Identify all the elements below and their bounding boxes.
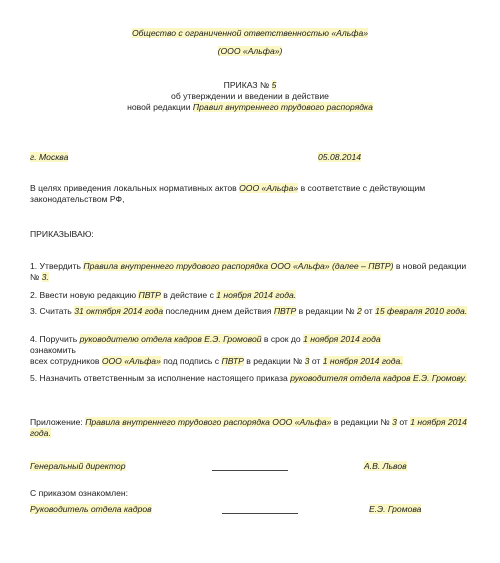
list-item-2: 2. Ввести новую редакцию ПВТР в действие с 1 ноября 2014 года. [30, 290, 297, 300]
list-item-1: 1. Утвердить Правила внутреннего трудового распорядка ООО «Альфа» (далее – ПВТР) в новой редакции № 3. [30, 261, 467, 282]
org-name-line1 [0, 28, 500, 39]
org-full-name: Общество с ограниченной ответственностью «Альфа» [131, 28, 369, 38]
list-item-4-line3: всех сотрудников ООО «Альфа» под подпись с ПВТР в редакции № 3 от 1 ноября 2014 года. [30, 356, 403, 366]
list-item-4 [30, 334, 470, 367]
order-subject: новой редакции Правил внутреннего трудового распорядка [127, 102, 373, 112]
hr-signature-line [222, 504, 298, 514]
rules-name: Правил внутреннего трудового распорядка [192, 102, 373, 112]
director-title: Генеральный директор [30, 461, 126, 471]
director-name: А.В. Львов [364, 461, 407, 471]
order-title [0, 80, 500, 91]
org-name-line2 [0, 46, 500, 57]
order-subtitle: об утверждении и введении в действие [171, 91, 329, 101]
hr-title: Руководитель отдела кадров [30, 504, 152, 514]
hr-name: Е.Э. Громова [369, 504, 422, 514]
order-word: ПРИКАЗЫВАЮ: [30, 229, 94, 239]
list-item-4-line1: 4. Поручить руководителю отдела кадров Е.Э. Громовой в срок до 1 ноября 2014 года [30, 334, 381, 344]
list-item-5: 5. Назначить ответственным за исполнение настоящего приказа руководителя отдела кадров Е.Э. Громову. [30, 373, 467, 383]
list-item-3: 3. Считать 31 октября 2014 года последним днем действия ПВТР в редакции № 2 от 15 февраля 2010 года. [30, 306, 468, 316]
order-prefix: ПРИКАЗ № [223, 80, 270, 90]
director-signature-line [212, 461, 288, 471]
attachment-note: Приложение: Правила внутреннего трудового распорядка ООО «Альфа» в редакции № 3 от 1 ноября 2014 года. [30, 417, 467, 438]
order-number: 5 [271, 80, 277, 90]
acquainted-label: С приказом ознакомлен: [30, 488, 128, 498]
org-short-name: (ООО «Альфа») [217, 46, 283, 56]
order-city: г. Москва [30, 152, 69, 162]
list-item-4-line2: ознакомить [30, 345, 76, 355]
order-date: 05.08.2014 [318, 152, 362, 162]
preamble: В целях приведения локальных нормативных актов ООО «Альфа» в соответствие с действующим законодательством РФ, [30, 183, 426, 204]
